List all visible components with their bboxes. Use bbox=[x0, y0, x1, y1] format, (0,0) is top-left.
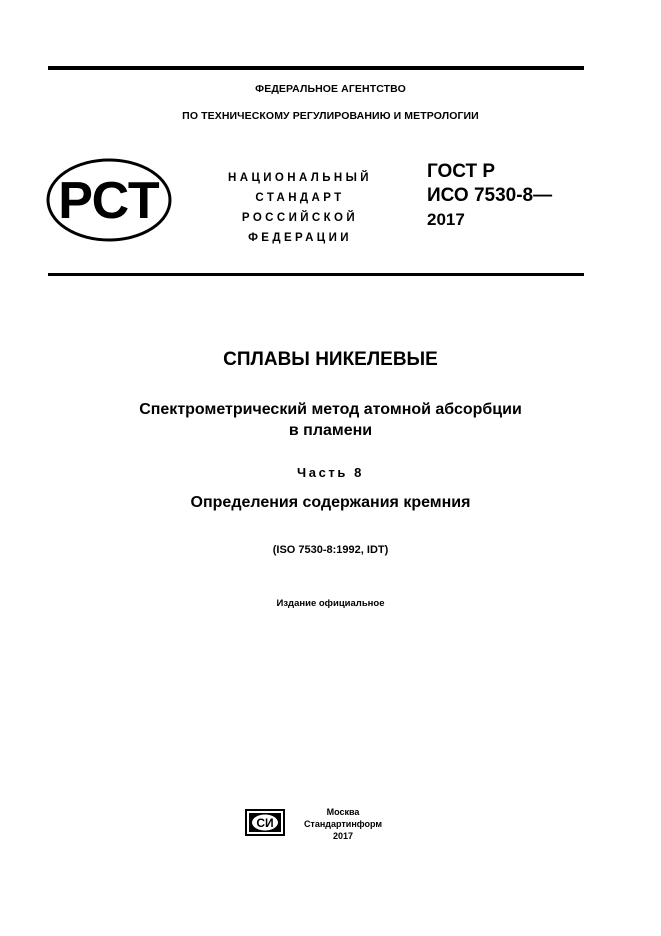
agency-name-line2: ПО ТЕХНИЧЕСКОМУ РЕГУЛИРОВАНИЮ И МЕТРОЛОГИИ bbox=[182, 110, 479, 122]
part-label: Часть 8 bbox=[297, 465, 364, 480]
document-subtitle bbox=[0, 399, 661, 441]
rst-logo-text: РСТ bbox=[58, 172, 160, 230]
publisher-name: Стандартинформ bbox=[303, 819, 383, 829]
part-title: Определения содержания кремния bbox=[190, 494, 471, 511]
designation-line1: ГОСТ Р bbox=[427, 161, 496, 182]
publisher-city: Москва bbox=[326, 807, 360, 817]
top-divider bbox=[48, 66, 584, 70]
agency-name-line1: ФЕДЕРАЛЬНОЕ АГЕНТСТВО bbox=[255, 83, 406, 95]
document-title: СПЛАВЫ НИКЕЛЕВЫЕ bbox=[223, 349, 438, 370]
standartinform-logo-icon bbox=[245, 809, 285, 836]
national-standard-line2: СТАНДАРТ bbox=[255, 192, 345, 204]
subtitle-line2: в пламени bbox=[288, 422, 373, 439]
publisher-info bbox=[298, 806, 388, 842]
iso-reference: (ISO 7530-8:1992, IDT) bbox=[272, 544, 389, 556]
edition-label: Издание официальное bbox=[276, 598, 385, 609]
designation-year: 2017 bbox=[427, 210, 465, 229]
middle-divider bbox=[48, 273, 584, 276]
designation-line2: ИСО 7530-8— bbox=[427, 185, 553, 206]
national-standard-label bbox=[200, 168, 400, 248]
publisher-logo-text: СИ bbox=[256, 816, 274, 830]
national-standard-line4: ФЕДЕРАЦИИ bbox=[248, 232, 352, 244]
subtitle-line1: Спектрометрический метод атомной абсорбции bbox=[139, 401, 522, 418]
national-standard-line3: РОССИЙСКОЙ bbox=[241, 212, 359, 224]
national-standard-line1: НАЦИОНАЛЬНЫЙ bbox=[228, 172, 372, 184]
publisher-year: 2017 bbox=[332, 831, 354, 841]
rst-logo-icon bbox=[46, 158, 172, 242]
standard-designation bbox=[427, 160, 552, 232]
